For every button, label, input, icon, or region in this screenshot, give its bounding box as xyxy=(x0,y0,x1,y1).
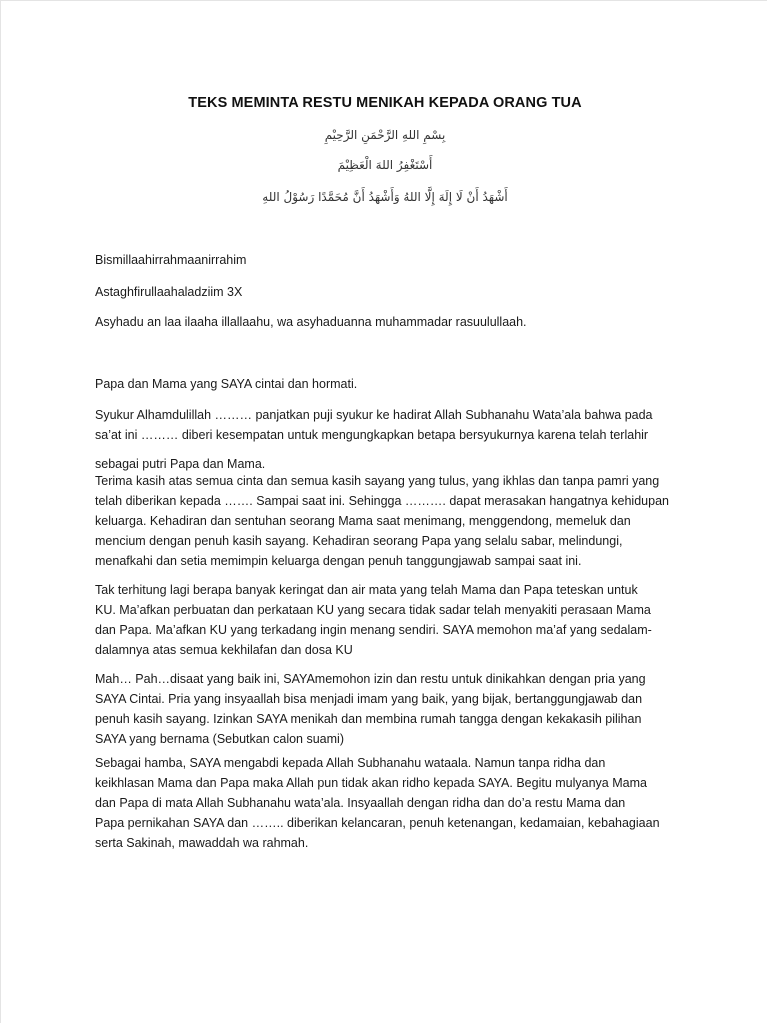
text-line: menafkahi dan setia memimpin keluarga dengan penuh tanggungjawab sampai saat ini. xyxy=(95,554,582,568)
text-line: keluarga. Kehadiran dan sentuhan seorang Mama saat menimang, menggendong, memeluk dan xyxy=(95,514,631,528)
text-line: Asyhadu an laa ilaaha illallaahu, wa asyhaduanna muhammadar rasuulullaah. xyxy=(95,315,527,329)
text-line: Tak terhitung lagi berapa banyak keringat dan air mata yang telah Mama dan Papa teteskan untuk xyxy=(95,583,638,597)
text-line: Bismillaahirrahmaanirrahim xyxy=(95,253,247,267)
arabic-basmalah: بِسْمِ اللهِ الرَّحْمَنِ الرَّحِيْمِ xyxy=(324,128,446,142)
text-line: Papa pernikahan SAYA dan …….. diberikan kelancaran, penuh ketenangan, kedamaian, kebahagiaan xyxy=(95,816,660,830)
text-line: penuh kasih sayang. Izinkan SAYA menikah dan membina rumah tangga dengan kekakasih pilihan xyxy=(95,712,642,726)
text-line: KU. Ma’afkan perbuatan dan perkataan KU yang secara tidak sadar telah menyakiti perasaan Mama xyxy=(95,603,651,617)
text-line: Astaghfirullaahaladziim 3X xyxy=(95,285,243,299)
text-line: Terima kasih atas semua cinta dan semua kasih sayang yang tulus, yang ikhlas dan tanpa pamri yang xyxy=(95,474,660,488)
text-line: sebagai putri Papa dan Mama. xyxy=(95,457,266,471)
text-line: dan Papa di mata Allah Subhanahu wata’ala. Insyaallah dengan ridha dan do’a restu Mama dan xyxy=(95,796,626,810)
arabic-istighfar: أَسْتَغْفِرُ اللهَ الْعَظِيْمَ xyxy=(337,158,433,172)
text-line: Syukur Alhamdulillah ……… panjatkan puji syukur ke hadirat Allah Subhanahu Wata’ala bahwa pada xyxy=(95,408,653,422)
text-line: mencium dengan penuh kasih sayang. Kehadiran seorang Papa yang selalu sabar, melindungi, xyxy=(95,534,623,548)
text-line: sa’at ini ……… diberi kesempatan untuk mengungkapkan betapa bersyukurnya karena telah terlahir xyxy=(95,428,649,442)
text-line: dalamnya atas semua kekhilafan dan dosa KU xyxy=(95,643,353,657)
arabic-syahadat: أَشْهَدُ أَنْ لَا إِلَهَ إِلَّا اللهُ وَأَشْهَدُ أَنَّ مُحَمَّدًا رَسُوْلُ اللهِ xyxy=(262,190,508,204)
text-line: Papa dan Mama yang SAYA cintai dan hormati. xyxy=(95,377,358,391)
text-line: Mah… Pah…disaat yang baik ini, SAYAmemohon izin dan restu untuk dinikahkan dengan pria yang xyxy=(95,672,646,686)
text-line: telah diberikan kepada ……. Sampai saat ini. Sehingga ………. dapat merasakan hangatnya kehidupan xyxy=(95,494,669,508)
text-line: dan Papa. Ma’afkan KU yang terkadang ingin menang sendiri. SAYA memohon ma’af yang sedalam- xyxy=(95,623,652,637)
text-line: SAYA yang bernama (Sebutkan calon suami) xyxy=(95,732,344,746)
text-line: serta Sakinah, mawaddah wa rahmah. xyxy=(95,836,309,850)
text-line: keikhlasan Mama dan Papa maka Allah pun tidak akan ridho kepada SAYA. Begitu mulyanya Mama xyxy=(95,776,647,790)
text-line: SAYA Cintai. Pria yang insyaallah bisa menjadi imam yang baik, yang bijak, bertanggungjawab dan xyxy=(95,692,643,706)
document-title: TEKS MEMINTA RESTU MENIKAH KEPADA ORANG TUA xyxy=(188,95,582,111)
text-line: Sebagai hamba, SAYA mengabdi kepada Allah Subhanahu wataala. Namun tanpa ridha dan xyxy=(95,756,606,770)
